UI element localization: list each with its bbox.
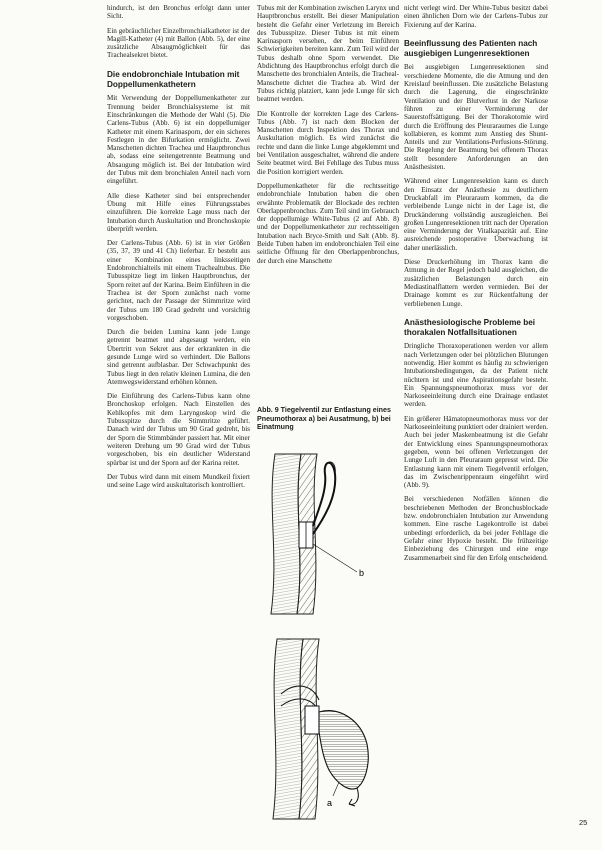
label-b: b xyxy=(359,568,365,578)
paragraph: Ein größerer Hämatopneumothorax muss vor der Narkoseeinleitung punktiert oder drainiert werden. Auch bei jeder Maskenbeatmung ist die Gefahr der Entwicklung eines Spannungspneumothorax gegeben, wenn bei offenen Verletzungen der Lunge Luft in den Pleuraraum gepresst wird. Die Entlastung kann mit einem Tiegelventil erfolgen, das im Zwischenrippenraum eingeführt wird (Abb. 9). xyxy=(404,414,548,490)
paragraph: hindurch, ist den Bronchus erfolgt dann unter Sicht. xyxy=(107,4,250,21)
paragraph: Tubus mit der Kombination zwischen Larynx und Hauptbronchus erstellt. Bei dieser Manipulation besteht die Gefahr einer Verletzung im Bereich des Tubusspitze. Dieser Tubus ist mit einem Karinasporn versehen, der beim Einführen Schwierigkeiten bereiten kann. Zum Teil wird der Tubus deshalb ohne Sporn verwendet. Die Abdichtung des Hauptbronchus erfolgt durch die Manschette des bronchialen Anteils, die Tracheal-Manschette dichtet die Trachea ab. Wird der Tubus richtig platziert, kann jede Lunge für sich beatmet werden. xyxy=(257,4,399,104)
section-heading: Anästhesiologische Probleme bei thorakalen Notfallsituationen xyxy=(404,317,536,337)
figure-9-illustration xyxy=(257,444,399,844)
paragraph: Die Kontrolle der korrekten Lage des Carlens-Tubus (Abb. 7) ist nach dem Blocken der Manschetten durch Inspektion des Thorax und Auskultation möglich. Es wird zunächst die rechte und dann die linke Lunge abgeklemmt und bei Ventilation ausgeschaltet, während die andere Seite beatmet wird. Bei Fehllage des Tubus muss die Position korrigiert werden. xyxy=(257,109,399,176)
label-a: a xyxy=(327,798,333,808)
paragraph: Doppellumenkatheter für die rechtsseitige endobronchiale Intubation haben die oben erwähnte Problematik der Blockade des rechten Oberlappenbronchus. Zum Teil sind im Gebrauch der doppellumige White-Tubus (2 auf Abb. 8) und der Doppellumenkatheter zur rechtsseitigen Intubation nach Bryce-Smith und Salt (Abb. 8). Beide Tuben haben im endobronchialen Teil eine seitliche Öffnung für den Oberlappenbronchus, der durch eine Manschette xyxy=(257,181,399,265)
paragraph: nicht verlegt wird. Der White-Tubus besitzt dabei einen ähnlichen Dorn wie der Carlens-Tubus zur Fixierung auf der Karina. xyxy=(404,4,548,29)
paragraph: Dringliche Thoraxoperationen werden vor allem nach Verletzungen oder bei plötzlichen Blutungen notwendig. Hier kommt es häufig zu schwierigen Intubationsbedingungen, da der Patient nicht nüchtern ist und eine Aspirationsgefahr besteht. Ein Spannungspneumothorax muss vor der Narkoseeinleitung durch eine Drainage entlastet werden. xyxy=(404,342,548,409)
paragraph: Alle diese Katheter sind bei entsprechender Übung mit Hilfe eines Führungsstabes einzuführen. Die korrekte Lage muss nach der Intubation durch Auskultation und Bronchoskopie überprüft werden. xyxy=(107,191,250,233)
page-number: 25 xyxy=(579,818,588,827)
paragraph: Bei verschiedenen Notfällen können die beschriebenen Methoden der Bronchusblockade bzw. endobronchialen Intubation zur Anwendung kommen. Eine rasche Lagekontrolle ist dabei unbedingt erforderlich, da bei jeder Fehllage die Gefahr einer Hypoxie besteht. Die frühzeitige Einbeziehung des Chirurgen und eine enge Zusammenarbeit sind für den Erfolg entscheidend. xyxy=(404,495,548,562)
figure-9 xyxy=(257,406,399,846)
paragraph: Ein gebräuchlicher Einzelbronchialkatheter ist der Magill-Katheter (4) mit Ballon (Abb. 5), der eine zusätzliche Absaugmöglichkeit für das Trachealsekret bietet. xyxy=(107,26,250,60)
paragraph: Durch die beiden Lumina kann jede Lunge getrennt beatmet und abgesaugt werden, ein Übertritt von Sekret aus der erkrankten in die gesunde Lunge wird so verhindert. Die Ballons sind getrennt aufblasbar. Der Schwachpunkt des Tubus liegt in den relativ kleinen Lumina, die den Atemwegswiderstand erhöhen können. xyxy=(107,328,250,386)
paragraph: Während einer Lungenresektion kann es durch den Einsatz der Anästhesie zu deutlichem Druckabfall im Pleuraraum kommen, da die verbleibende Lunge nicht in der Lage ist, die Druckänderung vollständig auszugleichen. Bei großen Lungenresektionen tritt nach der Operation eine Verminderung der Vitalkapazität auf. Eine ausreichende postoperative Überwachung ist daher unerlässlich. xyxy=(404,177,548,252)
panel-b xyxy=(271,454,364,614)
paragraph: Bei ausgiebigen Lungenresektionen sind verschiedene Momente, die die Atmung und den Kreislauf beeinflussen. Die zusätzliche Belastung durch die Lagerung, die eingeschränkte Ventilation und der Blutverlust in der Narkose führen zu einer Verminderung der Sauerstoffsättigung. Bei der Thorakotomie wird durch die Eröffnung des Pleuraraumes die Lunge kollabieren, es kommt zum Anstieg des Shunt-Anteils und zur Ventilations-Perfusions-Störung. Die Regelung der Beatmung bei offenem Thorax stellt besondere Anforderungen an den Anästhesisten. xyxy=(404,63,548,172)
text-column-3 xyxy=(404,4,548,568)
section-heading: Die endobronchiale Intubation mit Doppellumenkathetern xyxy=(107,69,240,89)
paragraph: Mit Verwendung der Doppellumenkatheter zur Trennung beider Bronchialsysteme ist mit Einschränkungen die Methode der Wahl (5). Die Carlens-Tubus (Abb. 6) ist ein doppellumiger Katheter mit einem Karinasporn, der ein sicheres Festlegen in der Bifurkation ermöglicht. Zwei Manschetten dichten Trachea und Hauptbronchus ab, sodass eine seitengetrennte Beatmung und Absaugung möglich ist. Bei der Intubation wird der Tubus mit dem bronchialen Anteil nach vorn eingeführt. xyxy=(107,94,250,186)
paragraph: Die Einführung des Carlens-Tubus kann ohne Bronchoskop erfolgen. Nach Einstellen des Kehlkopfes mit dem Laryngoskop wird die Tubusspitze durch die Stimmritze geführt. Danach wird der Tubus um 90 Grad gedreht, bis der Sporn die Stimmbänder passiert hat. Mit einer weiteren Drehung um 90 Grad wird der Tubus vorgeschoben, bis ein deutlicher Widerstand spürbar ist und der Sporn auf der Karina reitet. xyxy=(107,392,250,467)
text-column-2 xyxy=(257,4,399,271)
paragraph: Der Tubus wird dann mit einem Mundkeil fixiert und seine Lage wird auskultatorisch kontrolliert. xyxy=(107,472,250,490)
figure-caption: Abb. 9 Tiegelventil zur Entlastung eines Pneumothorax a) bei Ausatmung, b) bei Einatmung xyxy=(257,406,391,431)
text-column-1 xyxy=(107,4,250,495)
paragraph: Der Carlens-Tubus (Abb. 6) ist in vier Größen (35, 37, 39 und 41 Ch) lieferbar. Er besteht aus einer Kombination eines linksseitigen Endobronchialteils mit einem Trachealtubus. Die Tubusspitze liegt im linken Hauptbronchus, der Sporn reitet auf der Karina. Beim Einführen in die Trachea ist der Sporn zunächst nach vorne gerichtet, nach der Passage der Stimmritze wird der Tubus um 180 Grad gedreht und vorsichtig vorgeschoben. xyxy=(107,239,250,322)
panel-a xyxy=(273,639,368,819)
paragraph: Diese Druckerhöhung im Thorax kann die Atmung in der Regel jedoch bald ausgleichen, die zusätzlichen Belastungen durch ein Mediastinalflattern werden vermieden. Bei der Drainage kommt es zur Rückentfaltung der verbliebenen Lunge. xyxy=(404,258,548,308)
section-heading: Beeinflussung des Patienten nach ausgiebigen Lungenresektionen xyxy=(404,38,538,58)
